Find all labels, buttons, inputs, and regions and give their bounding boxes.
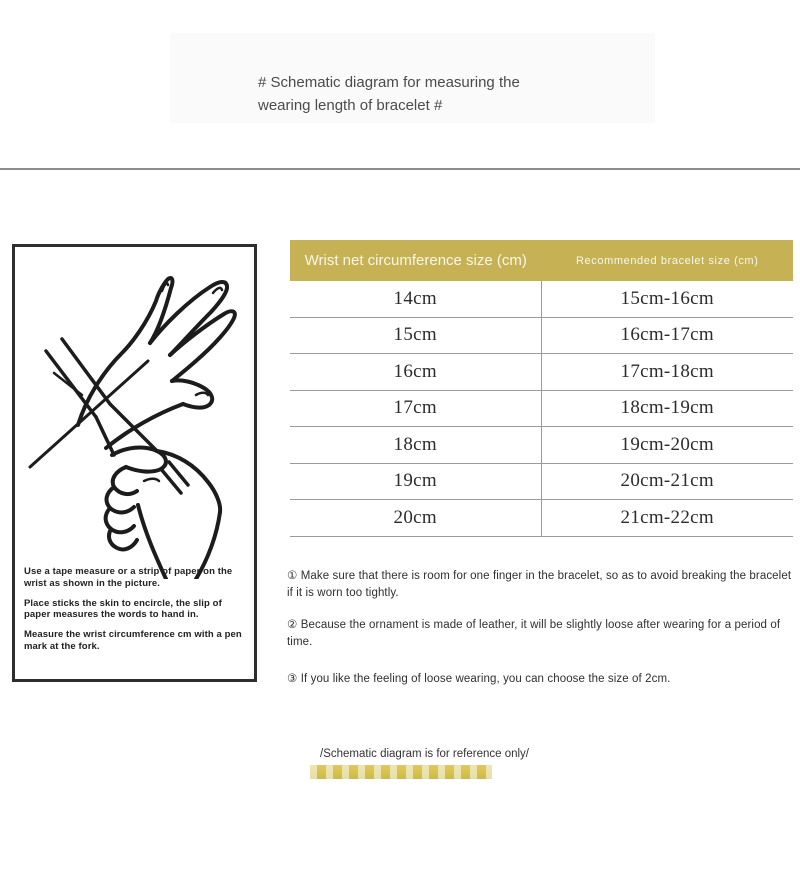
bracelet-size-cell: 20cm-21cm <box>620 470 714 492</box>
hand-measurement-illustration-icon <box>16 249 253 579</box>
instruction-line: Measure the wrist circumference cm with a pen mark at the fork. <box>24 629 242 653</box>
table-row <box>290 500 793 537</box>
instruction-line: Use a tape measure or a strip of paper on the wrist as shown in the picture. <box>24 565 233 589</box>
bracelet-size-cell: 18cm-19cm <box>620 397 714 419</box>
wrist-size-cell: 15cm <box>290 318 542 354</box>
wrist-size-cell: 19cm <box>290 464 542 500</box>
measurement-instructions <box>15 566 254 661</box>
bracelet-size-header: Recommended bracelet size (cm) <box>576 254 759 267</box>
size-table-header <box>290 240 793 281</box>
bracelet-size-cell: 19cm-20cm <box>620 433 714 455</box>
table-row <box>290 427 793 464</box>
wrist-size-cell: 18cm <box>290 427 542 463</box>
bracelet-size-cell: 15cm-16cm <box>620 287 714 309</box>
note-1: ① Make sure that there is room for one finger in the bracelet, so as to avoid breaking the bracelet if it is worn too tightly. <box>287 570 792 599</box>
wrist-size-cell: 20cm <box>290 500 542 536</box>
wrist-size-cell: 16cm <box>290 354 542 390</box>
instruction-line: Place sticks the skin to encircle, the slip of paper measures the words to hand in. <box>24 597 222 621</box>
table-row <box>290 354 793 391</box>
size-table <box>290 240 793 537</box>
note-3: ③ If you like the feeling of loose wearing, you can choose the size of 2cm. <box>287 672 671 685</box>
wrist-size-cell: 17cm <box>290 391 542 427</box>
notes-section <box>287 568 794 703</box>
table-row <box>290 281 793 318</box>
bracelet-size-cell: 16cm-17cm <box>620 324 714 346</box>
measurement-illustration-box <box>12 244 257 682</box>
reference-disclaimer: /Schematic diagram is for reference only/ <box>320 748 530 760</box>
table-row <box>290 391 793 428</box>
gold-highlight-bar <box>310 765 492 779</box>
size-table-rows <box>290 281 793 537</box>
wrist-size-cell: 14cm <box>290 281 542 317</box>
wrist-size-header: Wrist net circumference size (cm) <box>304 252 527 269</box>
horizontal-divider <box>0 168 800 170</box>
bracelet-size-cell: 21cm-22cm <box>620 506 714 528</box>
table-row <box>290 318 793 355</box>
note-2: ② Because the ornament is made of leather, it will be slightly loose after wearing for a period of time. <box>287 619 781 649</box>
bracelet-size-cell: 17cm-18cm <box>620 360 714 382</box>
page-title: # Schematic diagram for measuring the wearing length of bracelet # <box>258 74 520 115</box>
table-row <box>290 464 793 501</box>
